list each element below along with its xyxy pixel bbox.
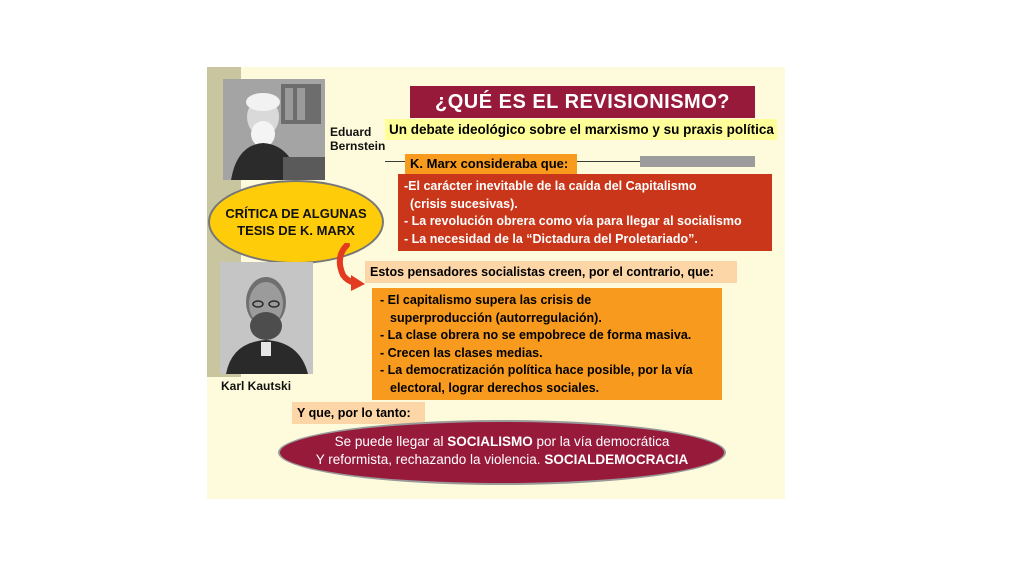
marx-label: K. Marx consideraba que: (405, 154, 577, 174)
critique-line2: TESIS DE K. MARX (237, 223, 355, 238)
conclusion-line2-bold: SOCIALDEMOCRACIA (544, 452, 689, 467)
kautski-name: Karl Kautski (221, 379, 292, 393)
marx-point: -El carácter inevitable de la caída del Capitalismo (404, 179, 697, 193)
conclusion-line1-post: por la vía democrática (532, 434, 670, 449)
marx-point: - La necesidad de la “Dictadura del Proletariado”. (404, 231, 698, 246)
thinkers-points-box (372, 288, 722, 400)
therefore-label: Y que, por lo tanto: (292, 402, 425, 424)
thinkers-point: electoral, lograr derechos sociales. (390, 380, 600, 395)
conclusion-line2-pre: Y reformista, rechazando la violencia. (315, 452, 545, 467)
marx-point: (crisis sucesivas). (410, 196, 518, 211)
thinkers-point: - La clase obrera no se empobrece de forma masiva. (380, 328, 692, 342)
conclusion-line1-pre: Se puede llegar al (334, 434, 448, 449)
subtitle: Un debate ideológico sobre el marxismo y su praxis política (385, 119, 777, 140)
bernstein-name (330, 125, 385, 153)
curved-arrow-icon (333, 243, 369, 291)
critique-line1: CRÍTICA DE ALGUNAS (225, 206, 367, 221)
page-title: ¿QUÉ ES EL REVISIONISMO? (410, 86, 755, 118)
kautski-photo (220, 262, 313, 374)
thinkers-point: superproducción (autorregulación). (390, 310, 602, 325)
thinkers-point: - El capitalismo supera las crisis de (380, 293, 592, 307)
slide (207, 67, 785, 499)
thinkers-label: Estos pensadores socialistas creen, por el contrario, que: (365, 261, 737, 283)
gray-bar (640, 156, 755, 167)
marx-points-box (398, 174, 772, 251)
bernstein-photo (223, 79, 325, 180)
marx-point: - La revolución obrera como vía para llegar al socialismo (404, 214, 742, 228)
bernstein-portrait-icon (223, 79, 325, 180)
thinkers-point: - Crecen las clases medias. (380, 345, 543, 360)
conclusion-ellipse (278, 420, 726, 485)
bernstein-name-line1: Eduard (330, 125, 372, 139)
conclusion-line1-bold: SOCIALISMO (447, 434, 533, 449)
bernstein-name-line2: Bernstein (330, 139, 386, 153)
conclusion-line1 (280, 433, 724, 451)
thinkers-point: - La democratización política hace posible, por la vía (380, 363, 693, 377)
conclusion-line2 (280, 451, 724, 469)
kautski-portrait-icon (220, 262, 313, 374)
